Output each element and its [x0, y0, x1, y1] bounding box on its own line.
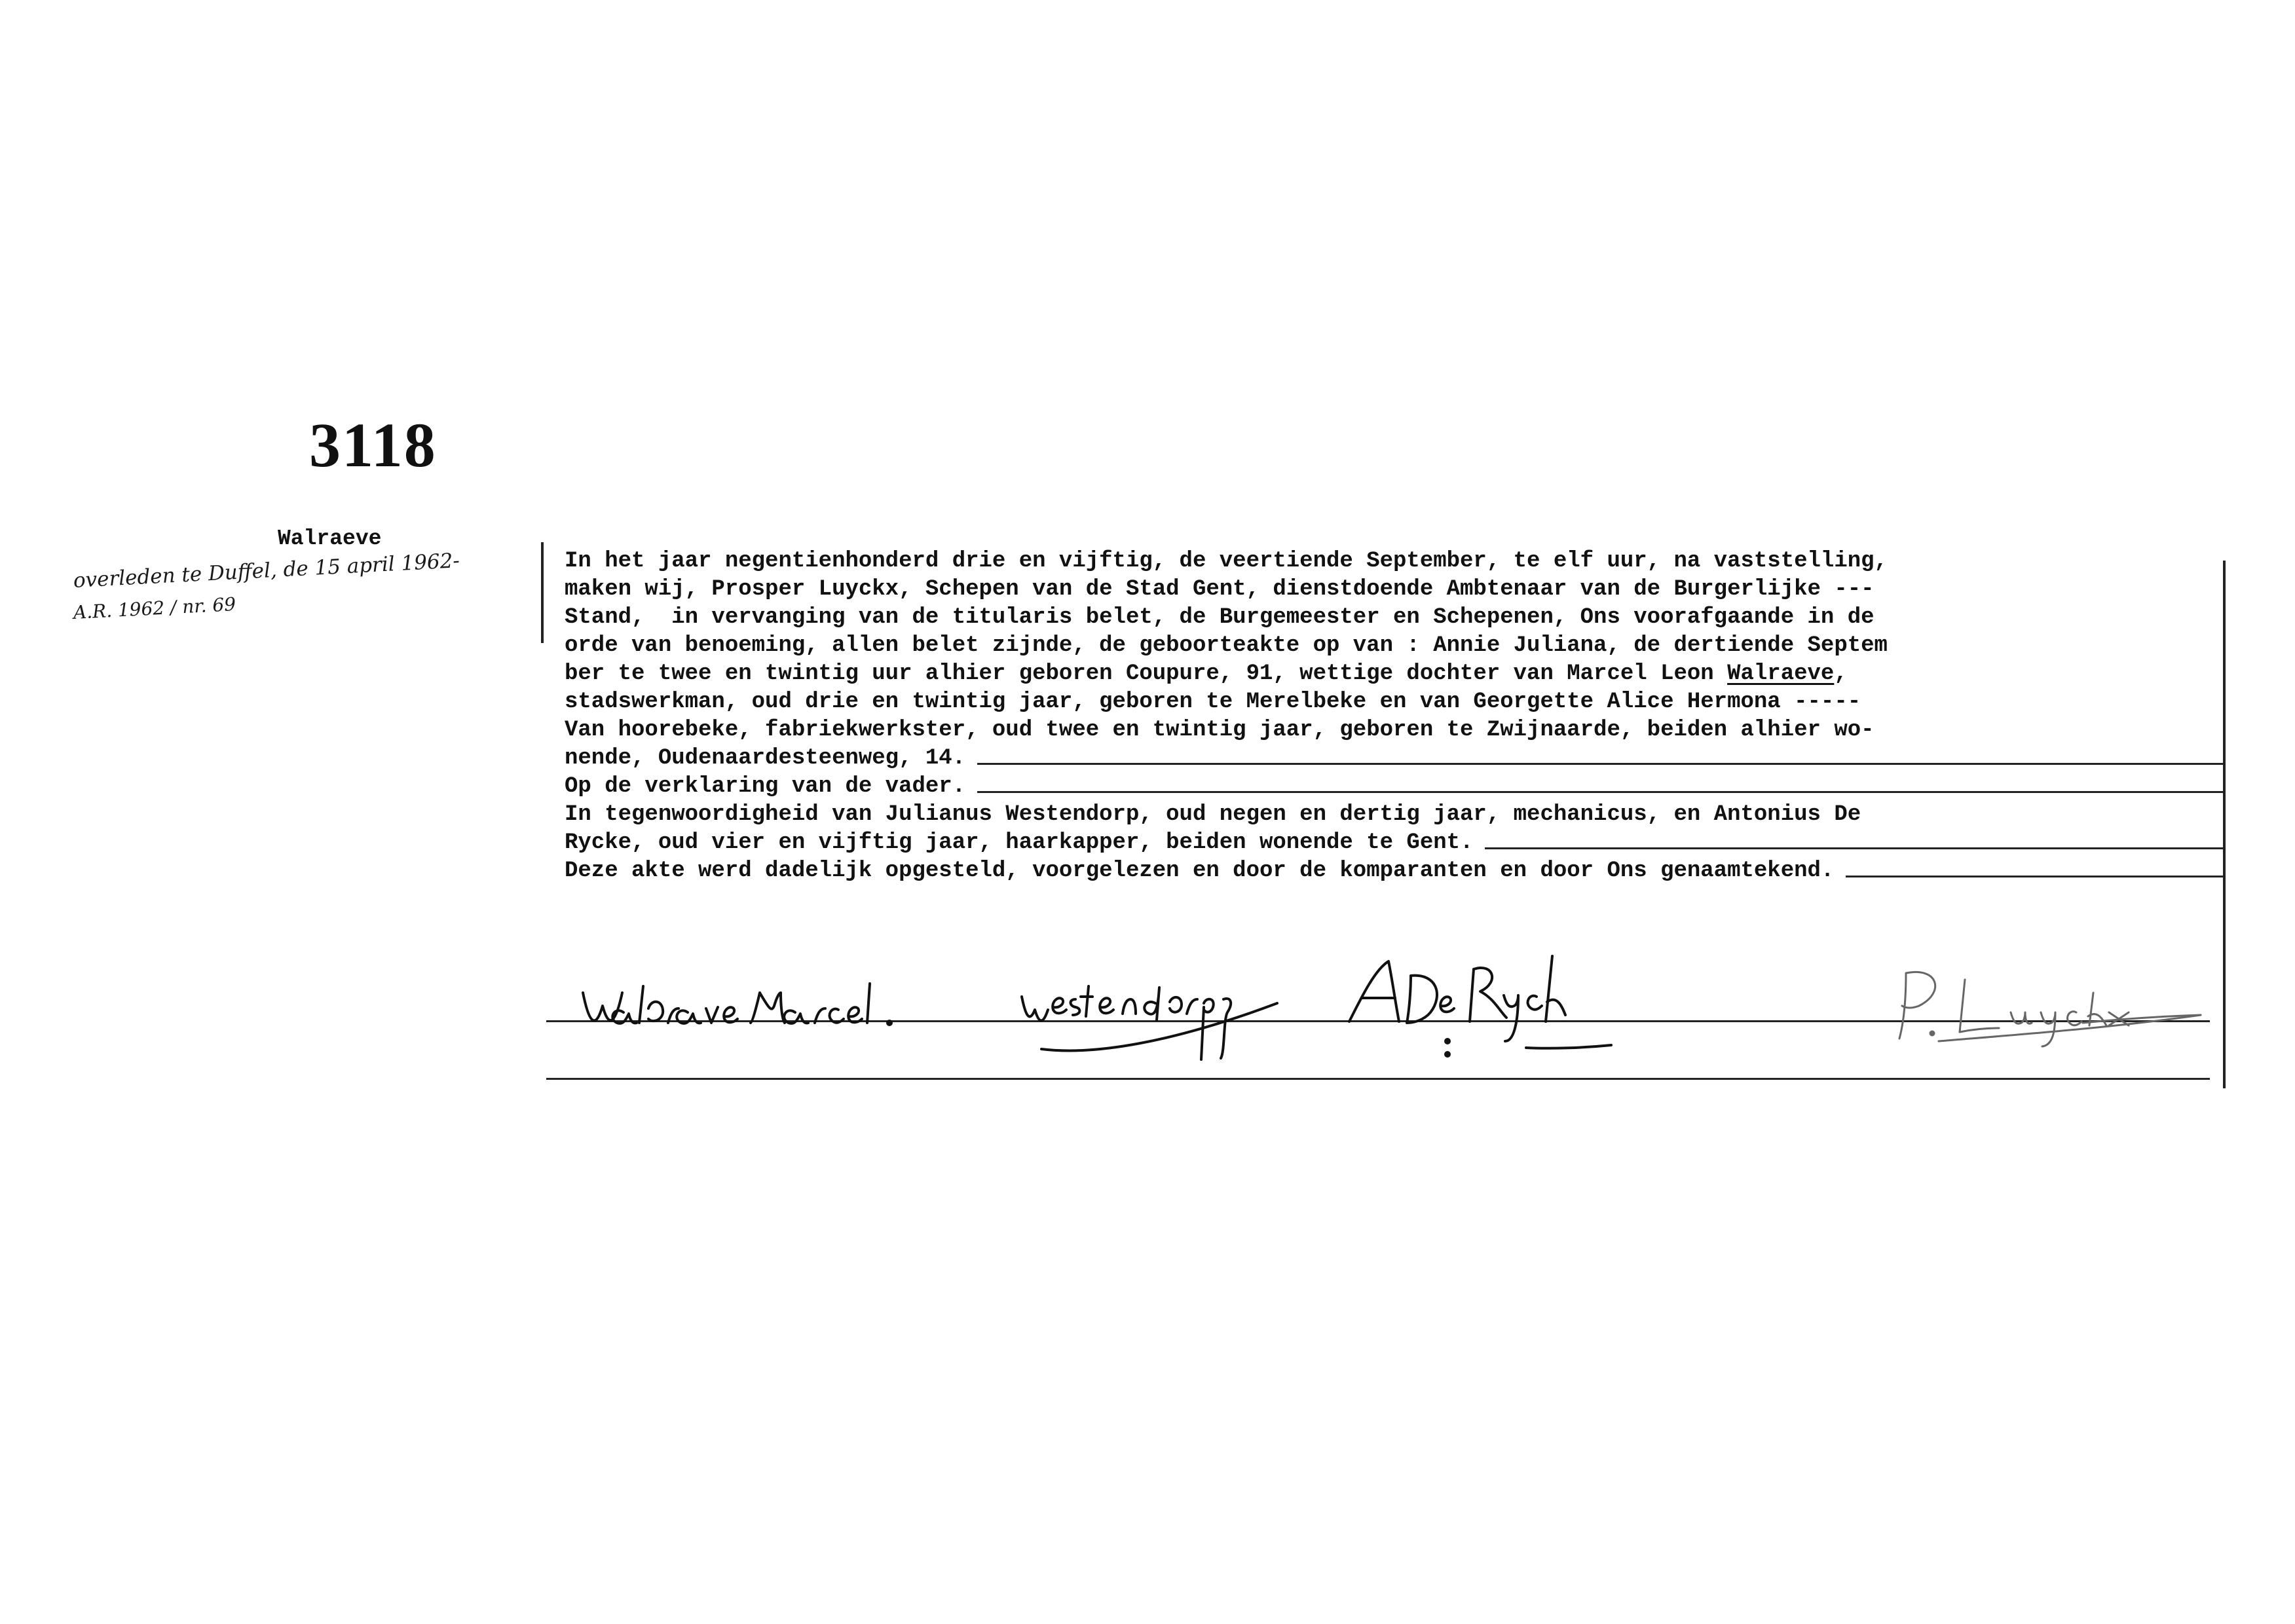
- record-line: [565, 773, 2228, 801]
- fill-line: [977, 763, 2224, 765]
- record-line: Van hoorebeke, fabriekwerkster, oud twee en twintig jaar, geboren te Zwijnaarde, beiden alhier wo-: [565, 718, 1875, 743]
- record-line-text: ber te twee en twintig uur alhier geboren Coupure, 91, wettige dochter van Marcel Leon: [565, 661, 1728, 686]
- record-line-text: Op de verklaring van de vader.: [565, 774, 966, 799]
- closing-rule: [546, 1078, 2210, 1080]
- record-line: stadswerkman, oud drie en twintig jaar, geboren te Merelbeke en van Georgette Alice Hermona -----: [565, 690, 1861, 714]
- record-line: [565, 660, 2228, 688]
- margin-annotation-reference: A.R. 1962 / nr. 69: [73, 593, 236, 623]
- fill-line: [1846, 876, 2224, 877]
- signature-de-rycke: [1343, 950, 1618, 1061]
- record-line-text: Deze akte werd dadelijk opgesteld, voorgelezen en door de komparanten en door Ons genaamtekend.: [565, 858, 1835, 883]
- fill-line: [1485, 847, 2224, 849]
- birth-record-text: [565, 547, 2228, 885]
- record-line: In het jaar negentienhonderd drie en vijftig, de veertiende September, te elf uur, na vaststelling,: [565, 549, 1888, 574]
- signature-walraeve: [576, 967, 982, 1045]
- record-line: [565, 829, 2228, 857]
- record-left-rule: [541, 542, 544, 643]
- fill-line: [977, 791, 2224, 793]
- record-line: [565, 745, 2228, 773]
- record-line-punctuation: ,: [1834, 661, 1848, 686]
- record-line-text: Rycke, oud vier en vijftig jaar, haarkapper, beiden wonende te Gent.: [565, 830, 1474, 855]
- margin-surname: Walraeve: [278, 526, 382, 551]
- record-line: maken wij, Prosper Luyckx, Schepen van de Stad Gent, dienstdoende Ambtenaar van de Burgerlijke ---: [565, 577, 1875, 602]
- signature-luyckx: [1886, 960, 2214, 1052]
- record-line-text: nende, Oudenaardesteenweg, 14.: [565, 746, 966, 771]
- record-line: orde van benoeming, allen belet zijnde, de geboorteakte op van : Annie Juliana, de dertiende Septem: [565, 633, 1888, 658]
- record-underlined-surname: Walraeve: [1727, 661, 1835, 686]
- margin-annotation-death: overleden te Duffel, de 15 april 1962-: [73, 549, 460, 593]
- record-line: Stand, in vervanging van de titularis belet, de Burgemeester en Schepenen, Ons voorafgaande in de: [565, 605, 1875, 630]
- record-line: [565, 857, 2228, 885]
- certificate-number: 3118: [309, 410, 437, 480]
- record-line: In tegenwoordigheid van Julianus Westendorp, oud negen en dertig jaar, mechanicus, en Antonius De: [565, 802, 1861, 827]
- signature-block: [544, 947, 2227, 1098]
- signature-westendorp: [1015, 970, 1356, 1069]
